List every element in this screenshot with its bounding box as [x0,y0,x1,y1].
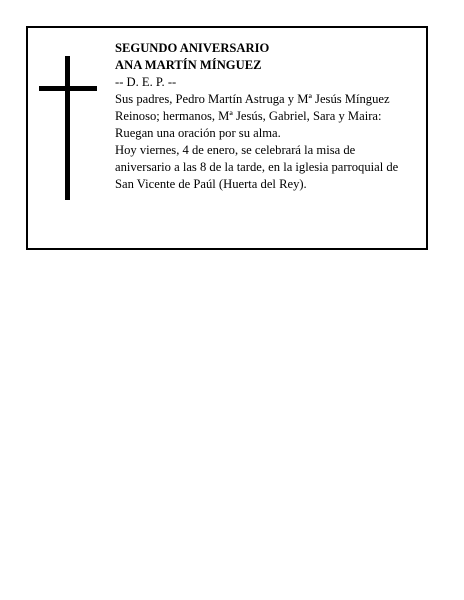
cross-horizontal-bar [39,86,97,91]
cross-vertical-bar [65,56,70,200]
notice-heading: SEGUNDO ANIVERSARIO [115,41,270,55]
body-line: Sus padres, Pedro Martín Astruga y Mª Jesús Mínguez [115,92,390,106]
body-line: Hoy viernes, 4 de enero, se celebrará la misa de [115,143,356,157]
deceased-name: ANA MARTÍN MÍNGUEZ [115,58,262,72]
rip-line: -- D. E. P. -- [115,75,177,89]
body-line: Reinoso; hermanos, Mª Jesús, Gabriel, Sara y Maira: [115,109,382,123]
notice-text [115,40,425,193]
body-line: San Vicente de Paúl (Huerta del Rey). [115,177,307,191]
obituary-notice [26,26,428,250]
latin-cross-icon [38,56,98,200]
body-line: Ruegan una oración por su alma. [115,126,281,140]
body-line: aniversario a las 8 de la tarde, en la iglesia parroquial de [115,160,399,174]
